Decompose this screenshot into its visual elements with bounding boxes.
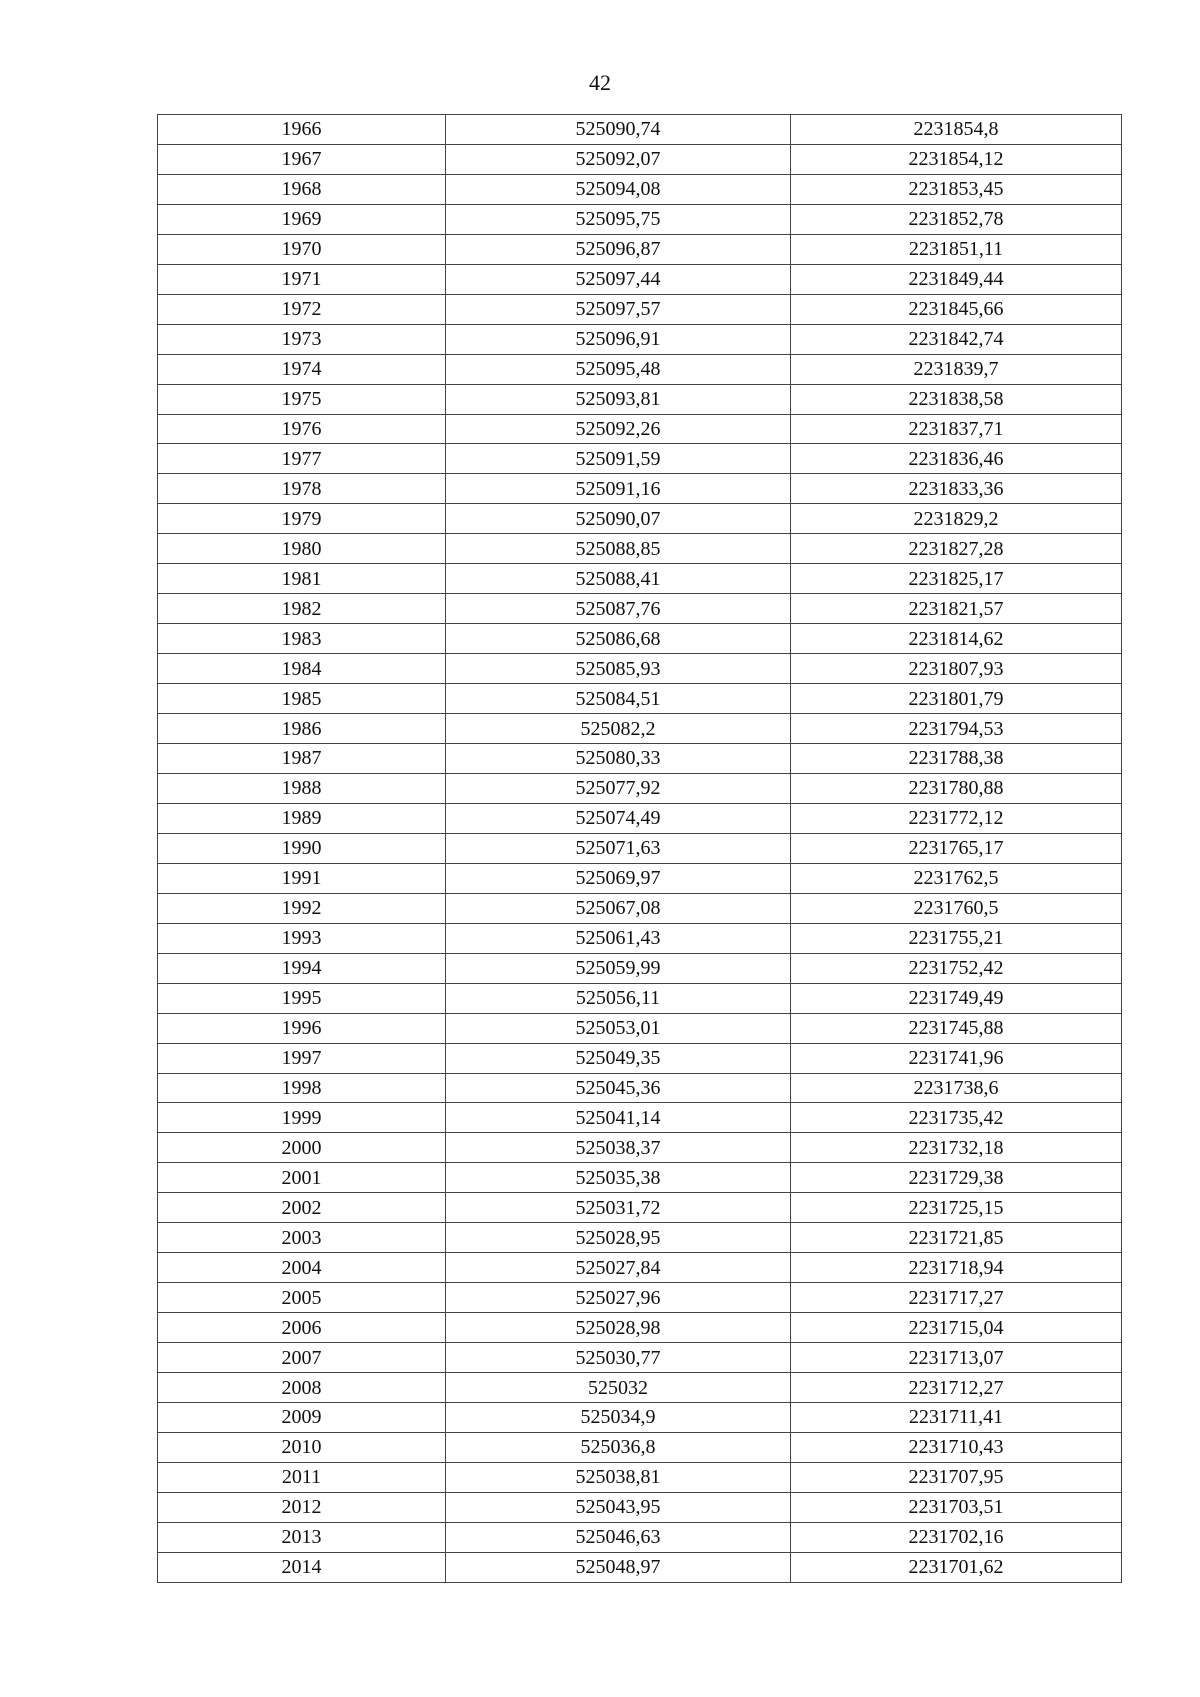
table-row [158, 1193, 1122, 1223]
table-row [158, 444, 1122, 474]
table-row [158, 833, 1122, 863]
point-number-cell: 1981 [158, 564, 446, 594]
x-coordinate-cell: 525094,08 [446, 174, 791, 204]
y-coordinate-cell: 2231712,27 [791, 1373, 1122, 1403]
point-number-cell: 1992 [158, 893, 446, 923]
point-number-cell: 2000 [158, 1133, 446, 1163]
table-row [158, 1432, 1122, 1462]
table-row [158, 923, 1122, 953]
point-number-cell: 1998 [158, 1073, 446, 1103]
point-number-cell: 1976 [158, 414, 446, 444]
point-number-cell: 1980 [158, 534, 446, 564]
x-coordinate-cell: 525071,63 [446, 833, 791, 863]
table-row [158, 1313, 1122, 1343]
table-row [158, 773, 1122, 803]
y-coordinate-cell: 2231801,79 [791, 684, 1122, 714]
point-number-cell: 2013 [158, 1522, 446, 1552]
table-row [158, 115, 1122, 145]
x-coordinate-cell: 525096,87 [446, 234, 791, 264]
x-coordinate-cell: 525049,35 [446, 1043, 791, 1073]
y-coordinate-cell: 2231707,95 [791, 1462, 1122, 1492]
table-row [158, 863, 1122, 893]
y-coordinate-cell: 2231794,53 [791, 714, 1122, 744]
x-coordinate-cell: 525095,48 [446, 354, 791, 384]
point-number-cell: 1970 [158, 234, 446, 264]
y-coordinate-cell: 2231703,51 [791, 1492, 1122, 1522]
table-row [158, 1522, 1122, 1552]
table-row [158, 1492, 1122, 1522]
point-number-cell: 2009 [158, 1402, 446, 1432]
table-row [158, 953, 1122, 983]
table-row [158, 474, 1122, 504]
x-coordinate-cell: 525093,81 [446, 384, 791, 414]
table-row [158, 1402, 1122, 1432]
x-coordinate-cell: 525082,2 [446, 714, 791, 744]
table-row [158, 294, 1122, 324]
point-number-cell: 1994 [158, 953, 446, 983]
x-coordinate-cell: 525090,07 [446, 504, 791, 534]
table-row [158, 1133, 1122, 1163]
y-coordinate-cell: 2231814,62 [791, 624, 1122, 654]
y-coordinate-cell: 2231717,27 [791, 1283, 1122, 1313]
x-coordinate-cell: 525092,07 [446, 144, 791, 174]
x-coordinate-cell: 525038,37 [446, 1133, 791, 1163]
table-row [158, 354, 1122, 384]
y-coordinate-cell: 2231701,62 [791, 1552, 1122, 1582]
x-coordinate-cell: 525032 [446, 1373, 791, 1403]
y-coordinate-cell: 2231829,2 [791, 504, 1122, 534]
point-number-cell: 1971 [158, 264, 446, 294]
y-coordinate-cell: 2231827,28 [791, 534, 1122, 564]
point-number-cell: 1989 [158, 803, 446, 833]
point-number-cell: 2010 [158, 1432, 446, 1462]
y-coordinate-cell: 2231749,49 [791, 983, 1122, 1013]
point-number-cell: 2008 [158, 1373, 446, 1403]
table-row [158, 1043, 1122, 1073]
x-coordinate-cell: 525048,97 [446, 1552, 791, 1582]
point-number-cell: 2011 [158, 1462, 446, 1492]
x-coordinate-cell: 525097,57 [446, 294, 791, 324]
x-coordinate-cell: 525041,14 [446, 1103, 791, 1133]
point-number-cell: 1984 [158, 654, 446, 684]
point-number-cell: 1969 [158, 204, 446, 234]
point-number-cell: 2005 [158, 1283, 446, 1313]
point-number-cell: 1983 [158, 624, 446, 654]
x-coordinate-cell: 525080,33 [446, 744, 791, 774]
page-number: 42 [589, 70, 611, 95]
table-row [158, 1253, 1122, 1283]
y-coordinate-cell: 2231741,96 [791, 1043, 1122, 1073]
y-coordinate-cell: 2231729,38 [791, 1163, 1122, 1193]
point-number-cell: 1974 [158, 354, 446, 384]
table-row [158, 594, 1122, 624]
x-coordinate-cell: 525034,9 [446, 1402, 791, 1432]
point-number-cell: 2001 [158, 1163, 446, 1193]
x-coordinate-cell: 525092,26 [446, 414, 791, 444]
point-number-cell: 1997 [158, 1043, 446, 1073]
y-coordinate-cell: 2231836,46 [791, 444, 1122, 474]
coordinates-table-body [158, 115, 1122, 1583]
x-coordinate-cell: 525077,92 [446, 773, 791, 803]
table-row [158, 204, 1122, 234]
table-row [158, 1462, 1122, 1492]
y-coordinate-cell: 2231755,21 [791, 923, 1122, 953]
table-row [158, 534, 1122, 564]
x-coordinate-cell: 525086,68 [446, 624, 791, 654]
table-row [158, 1163, 1122, 1193]
x-coordinate-cell: 525031,72 [446, 1193, 791, 1223]
point-number-cell: 1967 [158, 144, 446, 174]
table-row [158, 384, 1122, 414]
table-row [158, 144, 1122, 174]
x-coordinate-cell: 525090,74 [446, 115, 791, 145]
y-coordinate-cell: 2231710,43 [791, 1432, 1122, 1462]
table-row [158, 1373, 1122, 1403]
x-coordinate-cell: 525088,85 [446, 534, 791, 564]
point-number-cell: 1999 [158, 1103, 446, 1133]
table-row [158, 1103, 1122, 1133]
y-coordinate-cell: 2231721,85 [791, 1223, 1122, 1253]
y-coordinate-cell: 2231765,17 [791, 833, 1122, 863]
point-number-cell: 1986 [158, 714, 446, 744]
y-coordinate-cell: 2231853,45 [791, 174, 1122, 204]
point-number-cell: 1978 [158, 474, 446, 504]
y-coordinate-cell: 2231752,42 [791, 953, 1122, 983]
x-coordinate-cell: 525038,81 [446, 1462, 791, 1492]
y-coordinate-cell: 2231854,8 [791, 115, 1122, 145]
y-coordinate-cell: 2231845,66 [791, 294, 1122, 324]
x-coordinate-cell: 525028,98 [446, 1313, 791, 1343]
table-row [158, 1013, 1122, 1043]
point-number-cell: 1988 [158, 773, 446, 803]
y-coordinate-cell: 2231807,93 [791, 654, 1122, 684]
x-coordinate-cell: 525097,44 [446, 264, 791, 294]
x-coordinate-cell: 525088,41 [446, 564, 791, 594]
y-coordinate-cell: 2231837,71 [791, 414, 1122, 444]
x-coordinate-cell: 525030,77 [446, 1343, 791, 1373]
x-coordinate-cell: 525036,8 [446, 1432, 791, 1462]
x-coordinate-cell: 525027,96 [446, 1283, 791, 1313]
y-coordinate-cell: 2231702,16 [791, 1522, 1122, 1552]
x-coordinate-cell: 525091,59 [446, 444, 791, 474]
table-row [158, 1073, 1122, 1103]
x-coordinate-cell: 525061,43 [446, 923, 791, 953]
point-number-cell: 1966 [158, 115, 446, 145]
table-row [158, 234, 1122, 264]
x-coordinate-cell: 525067,08 [446, 893, 791, 923]
point-number-cell: 2004 [158, 1253, 446, 1283]
x-coordinate-cell: 525027,84 [446, 1253, 791, 1283]
x-coordinate-cell: 525028,95 [446, 1223, 791, 1253]
table-row [158, 324, 1122, 354]
point-number-cell: 2014 [158, 1552, 446, 1582]
point-number-cell: 1979 [158, 504, 446, 534]
point-number-cell: 1996 [158, 1013, 446, 1043]
point-number-cell: 1990 [158, 833, 446, 863]
y-coordinate-cell: 2231732,18 [791, 1133, 1122, 1163]
y-coordinate-cell: 2231821,57 [791, 594, 1122, 624]
x-coordinate-cell: 525035,38 [446, 1163, 791, 1193]
y-coordinate-cell: 2231852,78 [791, 204, 1122, 234]
y-coordinate-cell: 2231854,12 [791, 144, 1122, 174]
point-number-cell: 2006 [158, 1313, 446, 1343]
point-number-cell: 1972 [158, 294, 446, 324]
x-coordinate-cell: 525096,91 [446, 324, 791, 354]
y-coordinate-cell: 2231851,11 [791, 234, 1122, 264]
y-coordinate-cell: 2231725,15 [791, 1193, 1122, 1223]
point-number-cell: 2012 [158, 1492, 446, 1522]
y-coordinate-cell: 2231711,41 [791, 1402, 1122, 1432]
y-coordinate-cell: 2231738,6 [791, 1073, 1122, 1103]
x-coordinate-cell: 525046,63 [446, 1522, 791, 1552]
table-row [158, 264, 1122, 294]
table-row [158, 1223, 1122, 1253]
x-coordinate-cell: 525074,49 [446, 803, 791, 833]
y-coordinate-cell: 2231833,36 [791, 474, 1122, 504]
y-coordinate-cell: 2231745,88 [791, 1013, 1122, 1043]
point-number-cell: 1982 [158, 594, 446, 624]
point-number-cell: 1975 [158, 384, 446, 414]
y-coordinate-cell: 2231762,5 [791, 863, 1122, 893]
x-coordinate-cell: 525053,01 [446, 1013, 791, 1043]
table-row [158, 893, 1122, 923]
table-row [158, 1552, 1122, 1582]
y-coordinate-cell: 2231718,94 [791, 1253, 1122, 1283]
y-coordinate-cell: 2231838,58 [791, 384, 1122, 414]
x-coordinate-cell: 525085,93 [446, 654, 791, 684]
coordinates-table [157, 114, 1122, 1583]
point-number-cell: 2003 [158, 1223, 446, 1253]
x-coordinate-cell: 525084,51 [446, 684, 791, 714]
table-row [158, 803, 1122, 833]
table-row [158, 1283, 1122, 1313]
table-row [158, 983, 1122, 1013]
point-number-cell: 1991 [158, 863, 446, 893]
point-number-cell: 1987 [158, 744, 446, 774]
y-coordinate-cell: 2231825,17 [791, 564, 1122, 594]
point-number-cell: 2002 [158, 1193, 446, 1223]
x-coordinate-cell: 525056,11 [446, 983, 791, 1013]
y-coordinate-cell: 2231715,04 [791, 1313, 1122, 1343]
table-row [158, 504, 1122, 534]
point-number-cell: 1973 [158, 324, 446, 354]
point-number-cell: 1985 [158, 684, 446, 714]
table-row [158, 654, 1122, 684]
y-coordinate-cell: 2231760,5 [791, 893, 1122, 923]
point-number-cell: 1977 [158, 444, 446, 474]
y-coordinate-cell: 2231849,44 [791, 264, 1122, 294]
y-coordinate-cell: 2231839,7 [791, 354, 1122, 384]
x-coordinate-cell: 525045,36 [446, 1073, 791, 1103]
table-row [158, 1343, 1122, 1373]
table-row [158, 744, 1122, 774]
x-coordinate-cell: 525091,16 [446, 474, 791, 504]
x-coordinate-cell: 525069,97 [446, 863, 791, 893]
y-coordinate-cell: 2231842,74 [791, 324, 1122, 354]
x-coordinate-cell: 525059,99 [446, 953, 791, 983]
table-row [158, 684, 1122, 714]
y-coordinate-cell: 2231780,88 [791, 773, 1122, 803]
y-coordinate-cell: 2231735,42 [791, 1103, 1122, 1133]
x-coordinate-cell: 525043,95 [446, 1492, 791, 1522]
x-coordinate-cell: 525087,76 [446, 594, 791, 624]
table-row [158, 624, 1122, 654]
point-number-cell: 1995 [158, 983, 446, 1013]
table-row [158, 564, 1122, 594]
table-row [158, 414, 1122, 444]
x-coordinate-cell: 525095,75 [446, 204, 791, 234]
y-coordinate-cell: 2231713,07 [791, 1343, 1122, 1373]
point-number-cell: 1993 [158, 923, 446, 953]
table-row [158, 174, 1122, 204]
table-row [158, 714, 1122, 744]
point-number-cell: 2007 [158, 1343, 446, 1373]
point-number-cell: 1968 [158, 174, 446, 204]
y-coordinate-cell: 2231788,38 [791, 744, 1122, 774]
y-coordinate-cell: 2231772,12 [791, 803, 1122, 833]
